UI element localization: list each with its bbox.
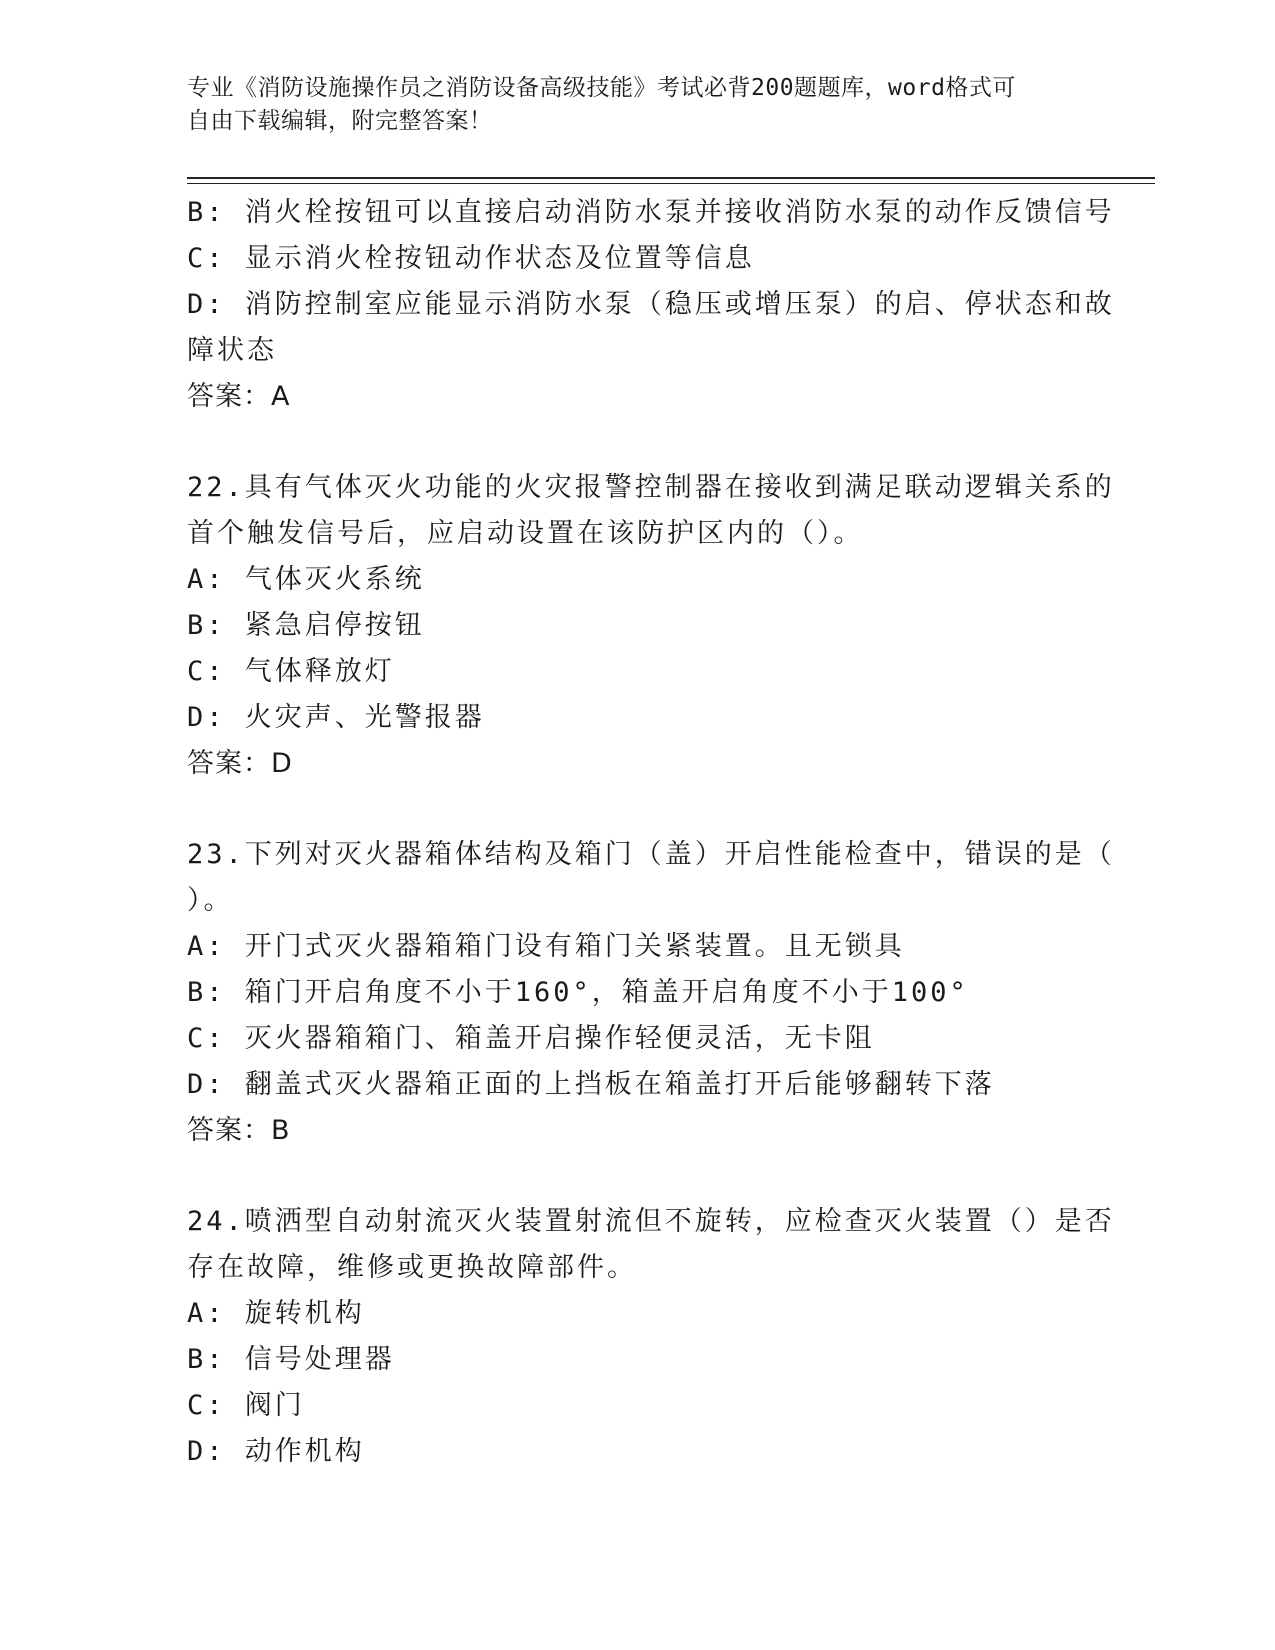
answer-line: 答案：B — [187, 1115, 291, 1146]
question-text: 22.具有气体灭火功能的火灾报警控制器在接收到满足联动逻辑关系的 — [187, 472, 1115, 503]
question-content — [187, 190, 1115, 1475]
option-line: A: 气体灭火系统 — [187, 564, 425, 595]
question-block — [187, 832, 1115, 1154]
question-text: 存在故障，维修或更换故障部件。 — [187, 1252, 637, 1283]
header-divider-thin — [187, 183, 1155, 184]
header-line-1: 专业《消防设施操作员之消防设备高级技能》考试必背200题题库，word格式可 — [187, 75, 1016, 101]
option-line: B: 箱门开启角度不小于160°，箱盖开启角度不小于100° — [187, 977, 969, 1008]
spacer — [187, 1154, 1087, 1199]
page-header — [187, 72, 1067, 138]
question-text: 24.喷洒型自动射流灭火装置射流但不旋转，应检查灭火装置（）是否 — [187, 1206, 1115, 1237]
option-line: C: 显示消火栓按钮动作状态及位置等信息 — [187, 243, 755, 274]
option-line: B: 信号处理器 — [187, 1344, 395, 1375]
question-text: 23.下列对灭火器箱体结构及箱门（盖）开启性能检查中，错误的是（ — [187, 839, 1115, 870]
question-block — [187, 190, 1115, 420]
option-line: C: 气体释放灯 — [187, 656, 395, 687]
spacer — [187, 420, 1087, 465]
option-line: C: 阀门 — [187, 1390, 305, 1421]
option-line: B: 消火栓按钮可以直接启动消防水泵并接收消防水泵的动作反馈信号 — [187, 197, 1115, 228]
header-divider — [187, 177, 1155, 179]
option-line: A: 开门式灭火器箱箱门设有箱门关紧装置。且无锁具 — [187, 931, 905, 962]
spacer — [187, 787, 1087, 832]
header-line-2: 自由下载编辑，附完整答案！ — [187, 108, 493, 134]
option-line: D: 火灾声、光警报器 — [187, 702, 485, 733]
answer-line: 答案：D — [187, 748, 293, 779]
question-text: 首个触发信号后，应启动设置在该防护区内的（）。 — [187, 518, 864, 549]
option-line: 障状态 — [187, 335, 277, 366]
option-line: B: 紧急启停按钮 — [187, 610, 425, 641]
question-block — [187, 1199, 1115, 1475]
option-line: C: 灭火器箱箱门、箱盖开启操作轻便灵活，无卡阻 — [187, 1023, 875, 1054]
option-line: D: 动作机构 — [187, 1436, 365, 1467]
option-line: D: 消防控制室应能显示消防水泵（稳压或增压泵）的启、停状态和故 — [187, 289, 1115, 320]
option-line: D: 翻盖式灭火器箱正面的上挡板在箱盖打开后能够翻转下落 — [187, 1069, 995, 1100]
option-line: A: 旋转机构 — [187, 1298, 365, 1329]
question-block — [187, 465, 1115, 787]
answer-line: 答案：A — [187, 381, 291, 412]
question-text: ）。 — [187, 885, 234, 916]
